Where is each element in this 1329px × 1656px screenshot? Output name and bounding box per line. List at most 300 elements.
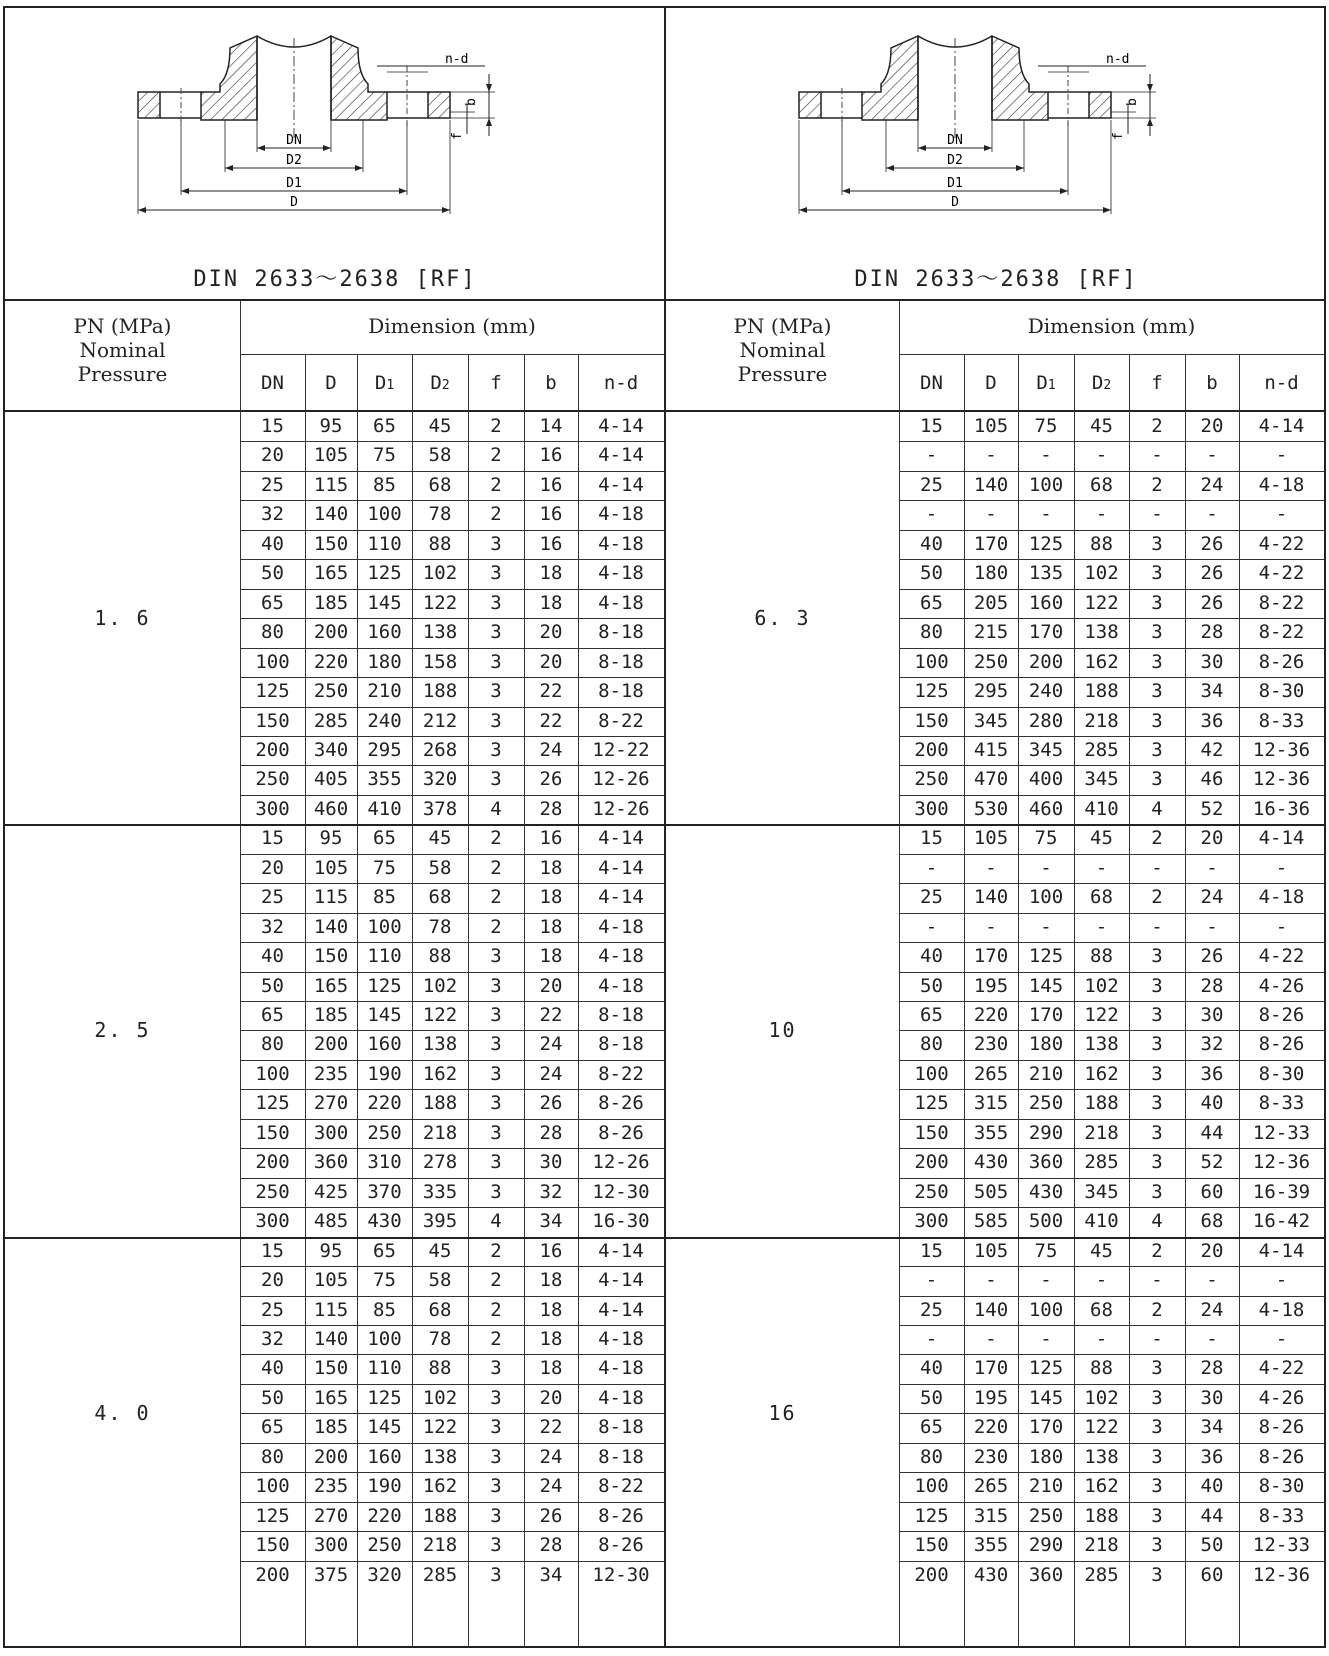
table-cell: 8-22	[1258, 621, 1305, 644]
table-cell: 78	[428, 1327, 452, 1350]
table-cell: 12-30	[592, 1180, 650, 1203]
table-cell: 20	[539, 974, 563, 997]
table-cell: 12-36	[1252, 1151, 1311, 1174]
table-cell: 45	[1090, 827, 1113, 850]
table-cell: 150	[914, 1534, 949, 1557]
table-cell: -	[1206, 503, 1218, 526]
table-cell: 4-18	[598, 562, 644, 585]
table-cell: 4	[490, 1210, 502, 1233]
table-cell: 125	[914, 1504, 949, 1527]
table-cell: 4-22	[1258, 1357, 1305, 1380]
table-cell: 138	[422, 1445, 458, 1468]
table-cell: 8-26	[598, 1121, 644, 1144]
table-cell: 310	[367, 1151, 402, 1174]
flange-hub-right	[331, 36, 387, 120]
f-label: f	[1111, 132, 1126, 140]
table-cell: 200	[914, 1151, 949, 1174]
table-cell: 3	[490, 1504, 502, 1527]
table-cell: 24	[1200, 473, 1224, 496]
table-cell: 105	[313, 1269, 349, 1292]
table-cell: -	[1151, 1269, 1163, 1292]
table-cell: 200	[313, 1033, 349, 1056]
table-cell: 100	[255, 1062, 290, 1085]
table-cell: 250	[313, 680, 349, 703]
table-cell: 100	[367, 915, 402, 938]
table-cell: 18	[539, 915, 563, 938]
table-cell: 250	[1028, 1504, 1064, 1527]
dim-d-label: D	[290, 195, 298, 210]
table-cell: 185	[313, 591, 349, 614]
table-cell: 300	[255, 797, 290, 820]
table-cell: 4-18	[598, 974, 644, 997]
table-cell: 12-33	[1252, 1534, 1311, 1557]
table-cell: 460	[313, 797, 349, 820]
pressure-header	[666, 314, 899, 386]
column-header-d2: D2	[1091, 372, 1112, 394]
table-cell: 135	[1028, 562, 1064, 585]
flange-ring-left-outer	[138, 92, 160, 118]
table-cell: 28	[539, 1121, 563, 1144]
pressure-header-line: Nominal	[739, 338, 826, 362]
table-cell: 16	[539, 827, 563, 850]
table-cell: 25	[261, 1298, 284, 1321]
table-cell: 15	[261, 415, 284, 437]
standard-caption-right: DIN 2633～2638 [RF]	[854, 267, 1138, 292]
column-header-b: b	[545, 372, 557, 394]
table-cell: 140	[973, 1298, 1009, 1321]
table-cell: 8-30	[1258, 1062, 1305, 1085]
table-cell: -	[925, 915, 938, 938]
table-cell: 40	[261, 945, 284, 968]
pn-value: 6. 3	[754, 606, 811, 631]
table-cell: 415	[973, 738, 1009, 761]
table-cell: 340	[313, 738, 349, 761]
table-cell: 68	[428, 1298, 452, 1321]
table-cell: 22	[539, 709, 563, 732]
table-cell: 160	[367, 1445, 402, 1468]
table-cell: 4-14	[598, 886, 644, 909]
table-cell: 3	[490, 1121, 502, 1144]
table-cell: 100	[914, 1475, 949, 1498]
table-cell: 58	[428, 856, 452, 879]
table-cell: 218	[1084, 709, 1119, 732]
table-cell: 88	[428, 532, 452, 555]
table-cell: 24	[539, 1475, 563, 1498]
column-header-subscript: 1	[386, 378, 395, 393]
table-cell: 3	[1151, 1475, 1163, 1498]
table-cell: 360	[1028, 1563, 1064, 1586]
table-cell: 200	[313, 1445, 349, 1468]
flange-hub-left	[201, 36, 257, 120]
table-cell: 430	[367, 1210, 402, 1233]
table-cell: 2	[490, 886, 502, 909]
table-cell: 150	[313, 1357, 349, 1380]
table-cell: 188	[1084, 680, 1119, 703]
dimension-header-divider	[240, 354, 664, 355]
table-cell: 100	[914, 1062, 949, 1085]
table-cell: 32	[1200, 1033, 1224, 1056]
table-cell: 500	[1028, 1210, 1064, 1233]
dim-d2-label: D2	[947, 153, 963, 168]
table-cell: 4-14	[598, 444, 644, 467]
table-cell: 410	[367, 797, 402, 820]
table-cell: 200	[313, 621, 349, 644]
table-cell: 345	[1084, 1180, 1119, 1203]
pressure-header-line: Nominal	[79, 338, 166, 362]
table-cell: 18	[539, 1269, 563, 1292]
table-cell: 400	[1028, 768, 1064, 791]
table-cell: 200	[914, 738, 949, 761]
table-cell: 34	[1200, 1416, 1224, 1439]
table-cell: 25	[920, 886, 943, 909]
table-cell: 250	[255, 1180, 290, 1203]
table-cell: 45	[428, 1239, 452, 1262]
table-cell: 80	[261, 1445, 284, 1468]
table-cell: 26	[1200, 945, 1224, 968]
table-cell: 3	[1151, 1004, 1163, 1026]
table-cell: 375	[313, 1563, 349, 1586]
table-cell: 3	[1151, 650, 1163, 673]
table-cell: 300	[914, 797, 949, 820]
table-cell: 68	[1090, 473, 1113, 496]
table-cell: 2	[490, 1269, 502, 1292]
table-cell: 188	[422, 1504, 458, 1527]
table-cell: 110	[367, 1357, 402, 1380]
table-cell: 2	[1151, 473, 1163, 496]
table-cell: 220	[973, 1416, 1009, 1439]
table-cell: 285	[1084, 1563, 1119, 1586]
pn-value: 4. 0	[94, 1401, 151, 1426]
table-cell: 25	[920, 473, 943, 496]
table-cell: 140	[973, 886, 1009, 909]
table-cell: 200	[1028, 650, 1064, 673]
table-cell: 100	[1028, 1298, 1064, 1321]
table-cell: 8-26	[598, 1534, 644, 1557]
table-cell: 105	[973, 1239, 1009, 1262]
column-header-d1: D1	[1036, 372, 1056, 394]
flange-ring-left-outer	[799, 92, 821, 118]
table-cell: 4	[490, 797, 502, 820]
table-cell: 88	[428, 1357, 452, 1380]
table-cell: 8-18	[598, 1445, 644, 1468]
table-cell: -	[1040, 503, 1052, 526]
table-cell: 8-18	[598, 1033, 644, 1056]
table-cell: 230	[973, 1033, 1009, 1056]
table-cell: 8-18	[598, 1416, 644, 1439]
table-cell: 3	[1151, 768, 1163, 791]
table-cell: -	[1095, 1327, 1108, 1350]
table-cell: 150	[255, 1534, 290, 1557]
table-cell: 240	[1028, 680, 1064, 703]
table-cell: 46	[1200, 768, 1224, 791]
table-cell: 4-18	[598, 503, 644, 526]
table-cell: 45	[428, 415, 452, 437]
table-cell: 26	[539, 1092, 563, 1115]
table-cell: 65	[373, 1239, 396, 1262]
column-header-d2: D2	[430, 372, 450, 394]
table-cell: 16	[539, 532, 563, 555]
table-cell: 235	[313, 1062, 349, 1085]
table-cell: 395	[422, 1210, 458, 1233]
table-cell: 24	[1200, 1298, 1224, 1321]
table-cell: 3	[490, 738, 502, 761]
table-cell: 115	[313, 1298, 349, 1321]
table-cell: 40	[920, 532, 943, 555]
table-cell: 3	[490, 562, 502, 585]
table-cell: 3	[1151, 1180, 1163, 1203]
table-cell: 2	[490, 503, 502, 526]
table-cell: 170	[1028, 621, 1064, 644]
table-cell: 138	[1084, 1033, 1119, 1056]
table-cell: 42	[1200, 738, 1224, 761]
flange-section-drawing	[5, 8, 664, 258]
table-cell: 122	[422, 1004, 458, 1026]
b-label: b	[1125, 98, 1140, 106]
table-cell: 250	[973, 650, 1009, 673]
table-cell: 165	[313, 974, 349, 997]
table-cell: 20	[261, 444, 284, 467]
table-cell: 18	[539, 1298, 563, 1321]
table-cell: -	[1206, 1327, 1218, 1350]
table-cell: 4-14	[598, 1298, 644, 1321]
table-cell: 105	[973, 415, 1009, 437]
table-cell: 25	[920, 1298, 943, 1321]
column-header-n-d: n-d	[603, 372, 639, 394]
table-cell: -	[985, 1327, 997, 1350]
table-cell: 68	[428, 473, 452, 496]
table-cell: 40	[920, 1357, 943, 1380]
table-cell: 378	[422, 797, 458, 820]
table-cell: 218	[1084, 1121, 1119, 1144]
table-cell: 320	[422, 768, 458, 791]
table-cell: 30	[1200, 650, 1224, 673]
table-cell: 75	[1034, 827, 1058, 850]
table-cell: 26	[1200, 532, 1224, 555]
table-cell: 36	[1200, 1062, 1224, 1085]
table-cell: 40	[261, 1357, 284, 1380]
table-cell: 88	[1090, 1357, 1113, 1380]
table-cell: 28	[539, 797, 563, 820]
table-cell: 3	[490, 1062, 502, 1085]
dimension-header: Dimension (mm)	[368, 314, 536, 338]
table-cell: -	[1095, 503, 1108, 526]
table-cell: -	[985, 503, 997, 526]
dimension-header-divider	[899, 354, 1324, 355]
table-cell: 210	[1028, 1475, 1064, 1498]
table-cell: 125	[914, 680, 949, 703]
table-cell: 24	[1200, 886, 1224, 909]
table-cell: 360	[313, 1151, 349, 1174]
table-cell: 180	[1028, 1033, 1064, 1056]
table-cell: 50	[261, 974, 284, 997]
table-cell: 270	[313, 1092, 349, 1115]
table-cell: 45	[428, 827, 452, 850]
table-cell: 3	[1151, 1357, 1163, 1380]
table-cell: 122	[422, 1416, 458, 1439]
table-cell: 138	[1084, 621, 1119, 644]
table-cell: 195	[973, 1386, 1009, 1409]
table-cell: -	[1206, 856, 1218, 879]
table-cell: 16	[539, 503, 563, 526]
table-cell: 15	[920, 1239, 943, 1262]
table-cell: 320	[367, 1563, 402, 1586]
table-cell: 200	[255, 1151, 290, 1174]
table-cell: 290	[1028, 1121, 1064, 1144]
table-cell: 20	[261, 856, 284, 879]
table-cell: 150	[255, 1121, 290, 1144]
table-cell: 3	[490, 974, 502, 997]
table-cell: 3	[1151, 1416, 1163, 1439]
table-cell: 25	[261, 473, 284, 496]
table-cell: 215	[973, 621, 1009, 644]
table-cell: 44	[1200, 1121, 1224, 1144]
table-cell: 300	[313, 1121, 349, 1144]
table-cell: 162	[1084, 1062, 1119, 1085]
table-cell: 95	[319, 415, 343, 437]
table-cell: 32	[261, 1327, 284, 1350]
table-cell: 40	[1200, 1092, 1224, 1115]
table-cell: 360	[1028, 1151, 1064, 1174]
table-cell: -	[1275, 856, 1288, 879]
b-label: b	[464, 98, 479, 106]
table-cell: 95	[319, 827, 343, 850]
table-cell: 268	[422, 738, 458, 761]
table-cell: 410	[1084, 1210, 1119, 1233]
table-cell: 140	[313, 1327, 349, 1350]
table-cell: 3	[490, 1092, 502, 1115]
table-cell: 195	[973, 974, 1009, 997]
table-cell: 12-33	[1252, 1121, 1311, 1144]
column-header-subscript: 2	[441, 378, 450, 393]
table-cell: 52	[1200, 1151, 1224, 1174]
table-cell: 60	[1200, 1180, 1224, 1203]
table-cell: 3	[490, 1386, 502, 1409]
pn-value: 16	[768, 1401, 797, 1426]
table-cell: 3	[1151, 1033, 1163, 1056]
table-cell: 20	[1200, 1239, 1224, 1262]
table-cell: 8-18	[598, 621, 644, 644]
table-cell: 34	[539, 1210, 563, 1233]
table-cell: 3	[490, 1357, 502, 1380]
table-cell: 68	[1090, 886, 1113, 909]
table-cell: -	[985, 444, 997, 467]
column-header-dn: DN	[261, 372, 284, 394]
table-cell: 8-22	[598, 1475, 644, 1498]
table-cell: 52	[1200, 797, 1224, 820]
table-cell: -	[1151, 856, 1163, 879]
table-cell: 210	[367, 680, 402, 703]
table-cell: 22	[539, 1004, 563, 1026]
table-cell: -	[1151, 1327, 1163, 1350]
table-cell: 3	[1151, 1386, 1163, 1409]
table-cell: -	[925, 503, 938, 526]
table-cell: 58	[428, 1269, 452, 1292]
table-cell: -	[1151, 915, 1163, 938]
table-cell: 12-36	[1252, 738, 1311, 761]
table-cell: 205	[973, 591, 1009, 614]
table-cell: 2	[490, 415, 502, 437]
table-cell: -	[1275, 444, 1288, 467]
table-cell: 3	[1151, 680, 1163, 703]
table-cell: 165	[313, 562, 349, 585]
table-cell: 18	[539, 591, 563, 614]
table-cell: 3	[1151, 1151, 1163, 1174]
table-cell: 250	[1028, 1092, 1064, 1115]
table-cell: 4-26	[1258, 974, 1305, 997]
table-cell: 430	[973, 1563, 1009, 1586]
table-cell: 45	[1090, 1239, 1113, 1262]
table-cell: 3	[490, 591, 502, 614]
table-cell: 3	[1151, 945, 1163, 968]
pressure-header-line: PN (MPa)	[733, 314, 832, 338]
flange-hub-right	[992, 36, 1048, 120]
table-cell: 295	[973, 680, 1009, 703]
table-cell: 190	[367, 1475, 402, 1498]
table-cell: 125	[1028, 945, 1064, 968]
table-cell: 3	[1151, 591, 1163, 614]
pressure-header	[5, 314, 240, 386]
table-cell: 150	[914, 709, 949, 732]
table-cell: 68	[1200, 1210, 1224, 1233]
table-cell: 180	[367, 650, 402, 673]
table-cell: 250	[367, 1121, 402, 1144]
table-cell: 3	[1151, 562, 1163, 585]
table-cell: 218	[1084, 1534, 1119, 1557]
table-cell: 2	[490, 473, 502, 496]
table-cell: 4-18	[598, 532, 644, 555]
table-cell: 3	[490, 1534, 502, 1557]
table-cell: 430	[973, 1151, 1009, 1174]
table-cell: 85	[373, 1298, 396, 1321]
table-cell: 188	[422, 680, 458, 703]
table-cell: 3	[490, 1445, 502, 1468]
table-cell: 18	[539, 856, 563, 879]
table-cell: -	[985, 856, 997, 879]
table-cell: 28	[539, 1534, 563, 1557]
table-cell: -	[1275, 915, 1288, 938]
table-cell: 15	[261, 827, 284, 850]
table-cell: 3	[490, 1416, 502, 1439]
table-cell: 75	[373, 1269, 396, 1292]
table-cell: 3	[490, 1475, 502, 1498]
table-cell: 345	[973, 709, 1009, 732]
table-cell: 170	[973, 532, 1009, 555]
table-cell: 8-22	[1258, 591, 1305, 614]
table-cell: 110	[367, 945, 402, 968]
table-cell: 100	[1028, 886, 1064, 909]
table-cell: 355	[973, 1534, 1009, 1557]
table-cell: 122	[1084, 1416, 1119, 1439]
table-cell: 3	[490, 768, 502, 791]
table-cell: -	[1206, 1269, 1218, 1292]
table-cell: 3	[1151, 532, 1163, 555]
table-cell: 150	[313, 532, 349, 555]
table-cell: -	[1206, 444, 1218, 467]
table-cell: 290	[1028, 1534, 1064, 1557]
table-cell: 20	[1200, 827, 1224, 850]
table-cell: 285	[1084, 738, 1119, 761]
table-cell: 88	[1090, 532, 1113, 555]
table-cell: 24	[539, 1033, 563, 1056]
table-cell: 460	[1028, 797, 1064, 820]
table-cell: 8-33	[1258, 1504, 1305, 1527]
table-cell: 405	[313, 768, 349, 791]
dim-d-label: D	[951, 195, 959, 210]
table-cell: -	[925, 1327, 938, 1350]
table-cell: 18	[539, 886, 563, 909]
table-cell: 270	[313, 1504, 349, 1527]
standard-caption-left: DIN 2633～2638 [RF]	[193, 267, 477, 292]
